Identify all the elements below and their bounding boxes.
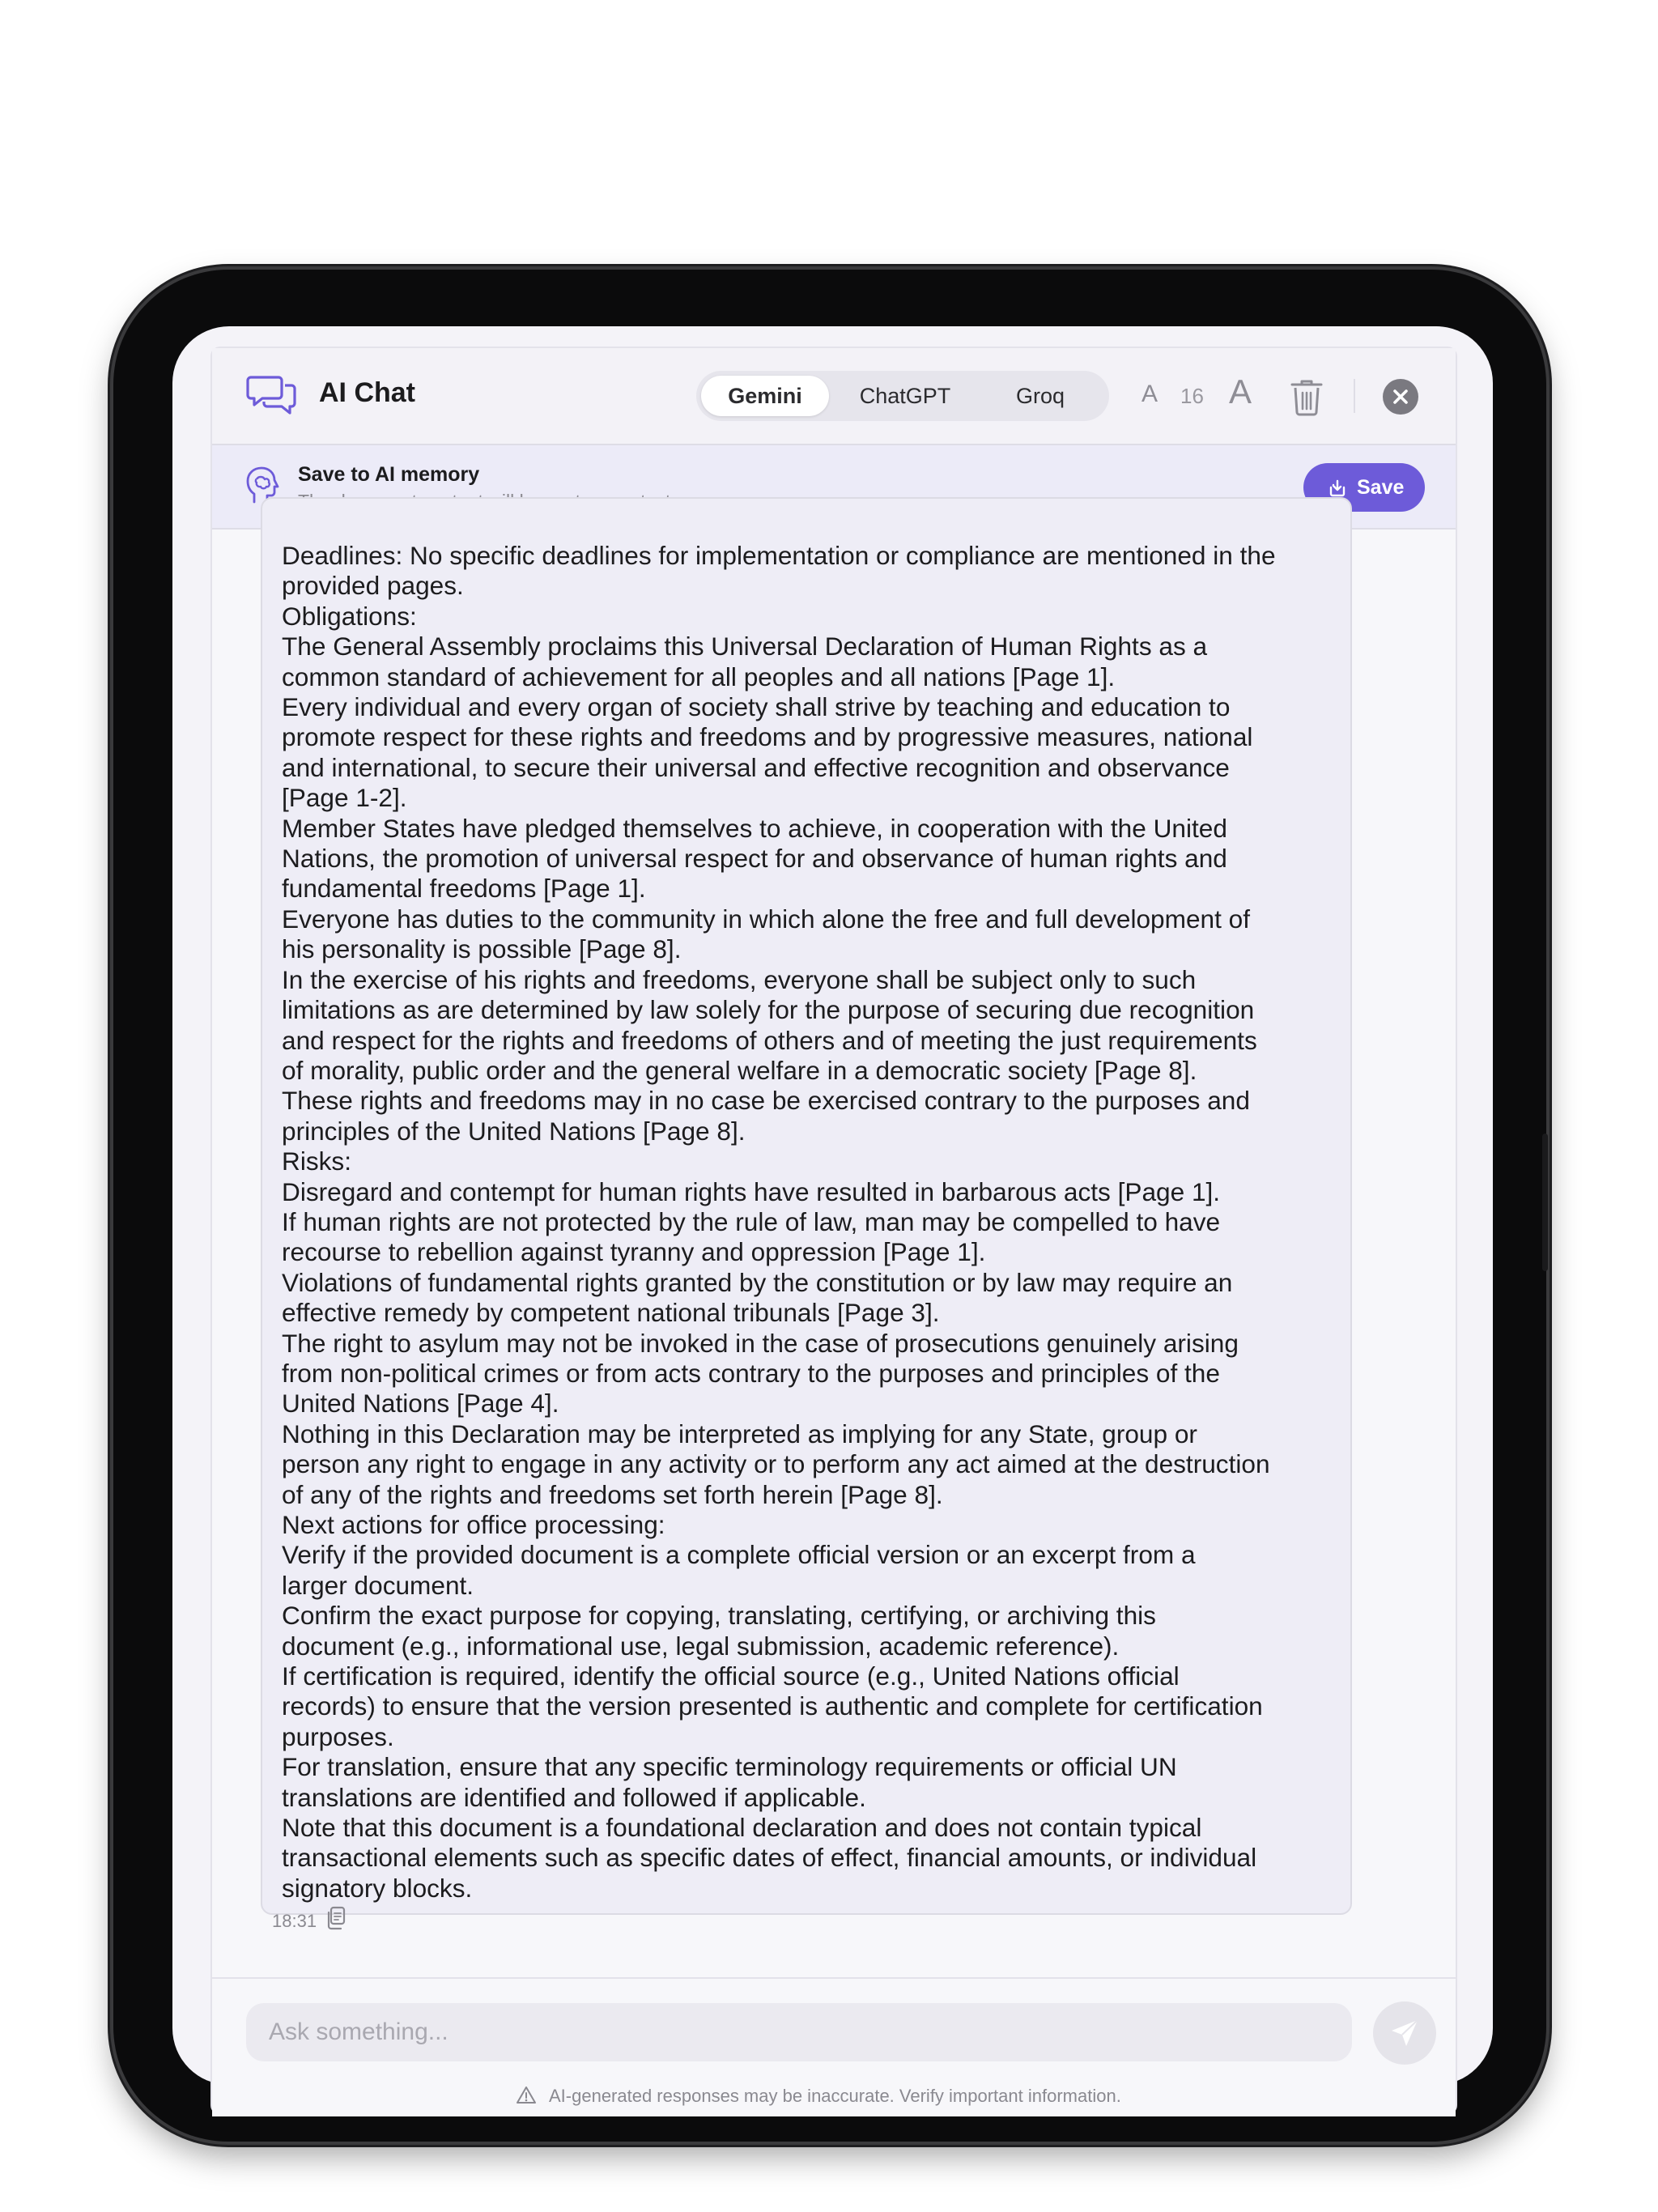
composer: [212, 1977, 1456, 2116]
message-line: United Nations [Page 4].: [282, 1389, 559, 1419]
message-line: Note that this document is a foundational declaration and does not contain typical: [282, 1813, 1202, 1843]
message-line: Every individual and every organ of society shall strive by teaching and education to: [282, 692, 1231, 722]
tab-gemini[interactable]: Gemini: [701, 376, 829, 416]
message-line: For translation, ensure that any specific terminology requirements or official UN: [282, 1752, 1177, 1782]
send-icon: [1389, 2018, 1420, 2048]
tab-groq[interactable]: Groq: [1015, 384, 1065, 408]
close-button[interactable]: [1383, 379, 1418, 415]
page-title: AI Chat: [319, 377, 415, 408]
chat-panel: [210, 347, 1457, 2115]
message-line: Risks:: [282, 1146, 352, 1176]
message-line: of morality, public order and the general welfare in a democratic society [Page 8].: [282, 1055, 1197, 1085]
copy-icon[interactable]: [325, 1906, 346, 1930]
messages-area[interactable]: [212, 530, 1456, 1977]
message-line: In the exercise of his rights and freedoms, everyone shall be subject only to such: [282, 964, 1197, 994]
chat-bubbles-icon: [248, 372, 298, 418]
model-switcher: [696, 371, 1109, 421]
chat-header: [212, 348, 1456, 445]
message-line: Confirm the exact purpose for copying, translating, certifying, or archiving this: [282, 1601, 1156, 1631]
message-line: his personality is possible [Page 8].: [282, 934, 682, 964]
message-line: and international, to secure their universal and effective recognition and observance: [282, 752, 1230, 782]
close-icon: [1383, 379, 1418, 415]
message-line: recourse to rebellion against tyranny and oppression [Page 1].: [282, 1237, 986, 1267]
save-icon: [1328, 479, 1347, 498]
message-line: Verify if the provided document is a complete official version or an excerpt from a: [282, 1540, 1196, 1570]
message-line: purposes.: [282, 1721, 394, 1751]
message-line: provided pages.: [282, 571, 464, 601]
message-line: and respect for the rights and freedoms of others and of meeting the just requirements: [282, 1025, 1257, 1055]
decrease-font-button[interactable]: A: [1141, 381, 1158, 407]
save-button-label: Save: [1357, 476, 1405, 499]
disclaimer: [517, 2086, 1121, 2107]
message-line: promote respect for these rights and freedoms and by progressive measures, national: [282, 722, 1253, 752]
increase-font-button[interactable]: A: [1229, 372, 1252, 410]
message-line: document (e.g., informational use, legal submission, academic reference).: [282, 1631, 1120, 1661]
trash-icon[interactable]: [1289, 377, 1324, 416]
message-line: larger document.: [282, 1570, 474, 1600]
message-line: of any of the rights and freedoms set forth herein [Page 8].: [282, 1479, 943, 1509]
message-line: Obligations:: [282, 601, 417, 631]
message-line: The General Assembly proclaims this Universal Declaration of Human Rights as a: [282, 632, 1208, 661]
message-line: These rights and freedoms may in no case be exercised contrary to the purposes and: [282, 1086, 1250, 1116]
message-line: If certification is required, identify the official source (e.g., United Nations official: [282, 1661, 1180, 1691]
message-line: effective remedy by competent national tribunals [Page 3].: [282, 1298, 940, 1328]
memory-title: Save to AI memory: [298, 463, 480, 486]
message-line: Member States have pledged themselves to achieve, in cooperation with the United: [282, 813, 1227, 843]
message-line: records) to ensure that the version presented is authentic and complete for certification: [282, 1691, 1263, 1721]
message-timestamp: 18:31: [272, 1911, 317, 1931]
message-line: limitations as are determined by law solely for the purpose of securing due recognition: [282, 995, 1255, 1025]
message-line: Violations of fundamental rights granted by the constitution or by law may require an: [282, 1267, 1233, 1297]
message-input[interactable]: [246, 2003, 1352, 2061]
message-line: fundamental freedoms [Page 1].: [282, 874, 646, 904]
message-line: transactional elements such as specific dates of effect, financial amounts, or individual: [282, 1843, 1257, 1873]
message-line: from non-political crimes or from acts contrary to the purposes and principles of the: [282, 1358, 1220, 1388]
disclaimer-text: AI-generated responses may be inaccurate. Verify important information.: [549, 2086, 1121, 2106]
assistant-message: [261, 497, 1352, 1915]
message-line: Nothing in this Declaration may be interpreted as implying for any State, group or: [282, 1419, 1197, 1448]
header-divider: [1354, 379, 1355, 413]
message-line: Deadlines: No specific deadlines for implementation or compliance are mentioned in the: [282, 541, 1276, 570]
message-line: person any right to engage in any activity or to perform any act aimed at the destruction: [282, 1449, 1270, 1479]
message-line: [Page 1-2].: [282, 783, 407, 813]
message-line: The right to asylum may not be invoked in the case of prosecutions genuinely arising: [282, 1328, 1239, 1358]
message-line: translations are identified and followed if applicable.: [282, 1782, 866, 1812]
send-button[interactable]: [1373, 2001, 1436, 2065]
message-line: If human rights are not protected by the rule of law, man may be compelled to have: [282, 1206, 1221, 1236]
message-line: principles of the United Nations [Page 8].: [282, 1116, 746, 1146]
warning-icon: [517, 2086, 536, 2105]
tab-chatgpt[interactable]: ChatGPT: [859, 384, 951, 408]
tablet-screen: [172, 326, 1493, 2106]
font-size-value: 16: [1180, 384, 1204, 408]
message-line: common standard of achievement for all peoples and all nations [Page 1].: [282, 661, 1116, 691]
message-line: Disregard and contempt for human rights have resulted in barbarous acts [Page 1].: [282, 1176, 1221, 1206]
message-line: Everyone has duties to the community in which alone the free and full development of: [282, 904, 1250, 934]
message-line: Nations, the promotion of universal respect for and observance of human rights and: [282, 844, 1227, 874]
device-side-button: [1542, 1134, 1548, 1271]
message-line: signatory blocks.: [282, 1873, 473, 1903]
message-line: Next actions for office processing:: [282, 1510, 665, 1539]
